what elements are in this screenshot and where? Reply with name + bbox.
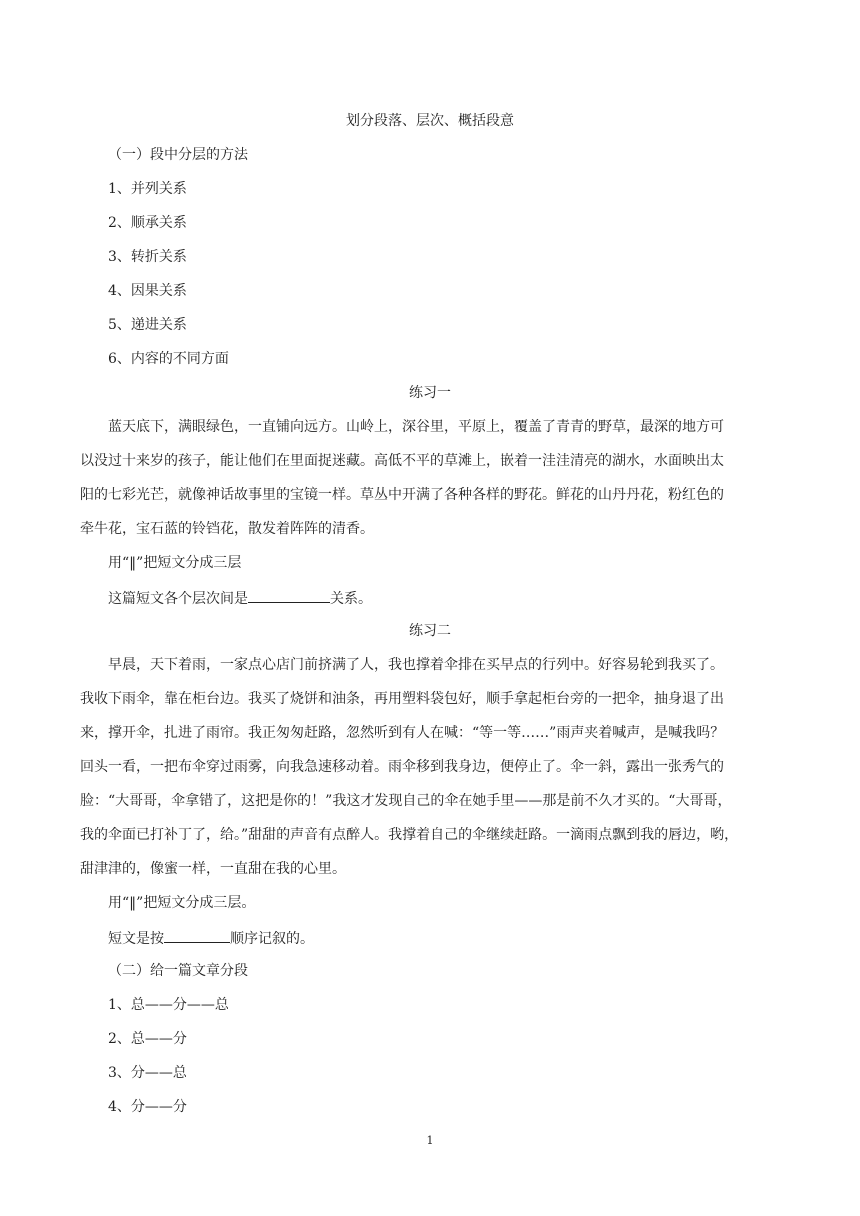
- list-item: 4、分——分: [108, 1099, 187, 1115]
- answer-blank[interactable]: [248, 588, 330, 603]
- paragraph-line: 我的伞面已打补丁了，给。”甜甜的声音有点醉人。我撑着自己的伞继续赶路。一滴雨点飘到我的唇边，哟，: [80, 827, 739, 843]
- list-item: 4、因果关系: [108, 283, 187, 299]
- paragraph-line: 蓝天底下，满眼绿色，一直铺向远方。山岭上，深谷里，平原上，覆盖了青青的野草，最深的地方可: [108, 419, 724, 435]
- question-text: [108, 928, 314, 948]
- paragraph-line: 脸：“大哥哥，伞拿错了，这把是你的！”我这才发现自己的伞在她手里——那是前不久才买的。“大哥哥，: [80, 793, 732, 809]
- list-item: 2、顺承关系: [108, 215, 187, 231]
- paragraph-line: 来，撑开伞，扎进了雨帘。我正匆匆赶路，忽然听到有人在喊：“等一等……”雨声夹着喊声，是喊我吗？: [80, 725, 725, 741]
- list-item: 5、递进关系: [108, 317, 187, 333]
- question-suffix: 顺序记叙的。: [230, 931, 314, 947]
- document-title: 划分段落、层次、概括段意: [346, 113, 514, 129]
- list-item: 6、内容的不同方面: [108, 351, 229, 367]
- list-item: 1、总——分——总: [108, 997, 229, 1013]
- paragraph-line: 以没过十来岁的孩子，能让他们在里面捉迷藏。高低不平的草滩上，嵌着一洼洼清亮的湖水，水面映出太: [80, 453, 724, 469]
- exercise-title: 练习一: [409, 385, 451, 401]
- paragraph-line: 牵牛花，宝石蓝的铃铛花，散发着阵阵的清香。: [80, 521, 374, 537]
- instruction-text: 用“‖”把短文分成三层: [108, 555, 242, 571]
- section-heading: （一）段中分层的方法: [108, 147, 248, 163]
- list-item: 3、分——总: [108, 1065, 187, 1081]
- question-prefix: 这篇短文各个层次间是: [108, 591, 248, 607]
- paragraph-line: 甜津津的，像蜜一样，一直甜在我的心里。: [80, 861, 346, 877]
- page-number: 1: [426, 1134, 434, 1147]
- question-suffix: 关系。: [330, 591, 372, 607]
- paragraph-line: 早晨，天下着雨，一家点心店门前挤满了人，我也撑着伞排在买早点的行列中。好容易轮到我买了。: [108, 657, 724, 673]
- list-item: 2、总——分: [108, 1031, 187, 1047]
- exercise-title: 练习二: [409, 623, 451, 639]
- answer-blank[interactable]: [164, 928, 230, 943]
- instruction-text: 用“‖”把短文分成三层。: [108, 895, 256, 911]
- question-prefix: 短文是按: [108, 931, 164, 947]
- paragraph-line: 回头一看，一把布伞穿过雨雾，向我急速移动着。雨伞移到我身边，便停止了。伞一斜，露出一张秀气的: [80, 759, 724, 775]
- paragraph-line: 我收下雨伞，靠在柜台边。我买了烧饼和油条，再用塑料袋包好，顺手拿起柜台旁的一把伞，抽身退了出: [80, 691, 724, 707]
- question-text: [108, 588, 372, 608]
- paragraph-line: 阳的七彩光芒，就像神话故事里的宝镜一样。草丛中开满了各种各样的野花。鲜花的山丹丹花，粉红色的: [80, 487, 724, 503]
- list-item: 1、并列关系: [108, 181, 187, 197]
- list-item: 3、转折关系: [108, 249, 187, 265]
- section-heading: （二）给一篇文章分段: [108, 963, 248, 979]
